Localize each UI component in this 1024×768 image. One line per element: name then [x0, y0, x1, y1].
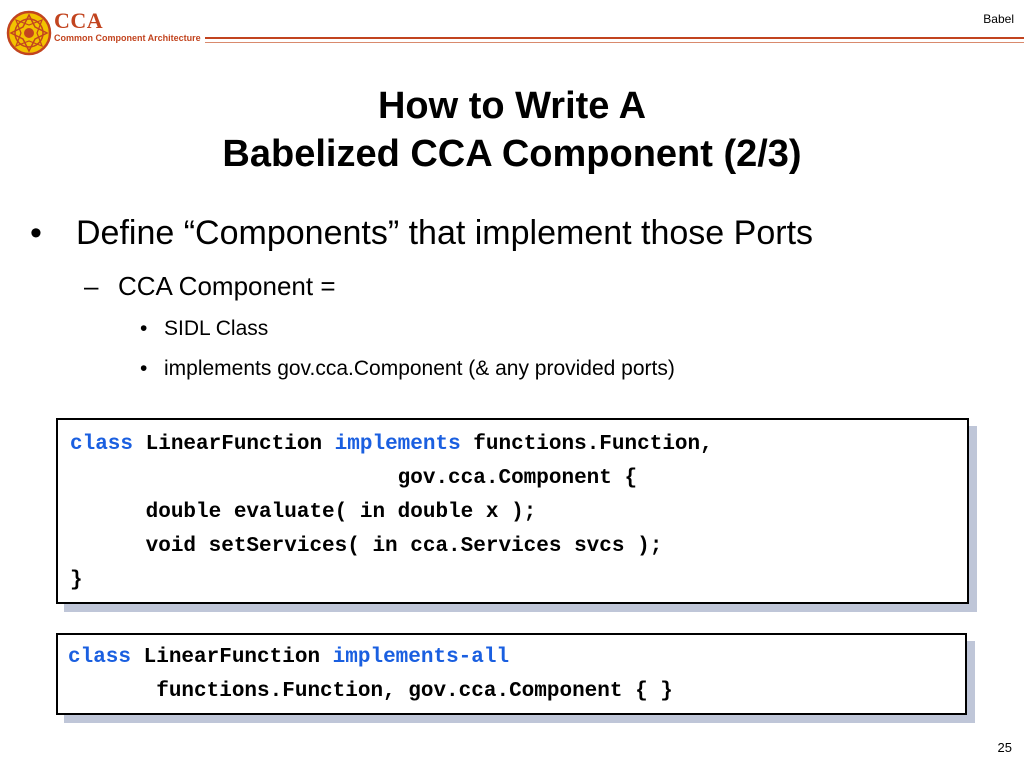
title-line-1: How to Write A [377, 85, 647, 127]
bullet-level-2 [84, 271, 336, 302]
cca-logo-icon [6, 10, 52, 56]
slide-title [0, 82, 1024, 178]
page-number: 25 [997, 740, 1012, 755]
bullet-text: implements gov.cca.Component (& any provided ports) [164, 357, 675, 380]
code-keyword: implements-all [332, 646, 510, 669]
code-line: functions.Function, gov.cca.Component { } [68, 680, 673, 703]
code-line: double evaluate( in double x ); [70, 501, 537, 524]
code-line: void setServices( in cca.Services svcs ); [70, 535, 663, 558]
code-keyword: class [68, 646, 132, 669]
header-rule [205, 37, 1024, 39]
title-line-2: Babelized CCA Component (2/3) [222, 133, 802, 175]
code-line: } [70, 569, 83, 592]
code-line [68, 641, 965, 675]
bullet-level-3 [140, 357, 675, 381]
code-keyword: class [70, 433, 134, 456]
bullet-mark: • [140, 317, 148, 340]
code-text: LinearFunction [133, 433, 335, 456]
logo-title: CCA [54, 8, 104, 33]
header-rule-thin [205, 42, 1024, 43]
logo-subtitle: Common Component Architecture [54, 33, 201, 43]
bullet-level-3 [140, 317, 268, 341]
bullet-text: CCA Component = [118, 271, 336, 301]
header-label: Babel [983, 12, 1014, 26]
dash-mark: – [84, 271, 99, 301]
bullet-text: SIDL Class [164, 317, 269, 340]
code-block-2 [56, 633, 967, 715]
bullet-level-1 [30, 214, 813, 253]
bullet-mark: • [30, 214, 42, 252]
code-block-1 [56, 418, 969, 604]
code-text: LinearFunction [131, 646, 333, 669]
bullet-text: Define “Components” that implement those Ports [76, 214, 814, 252]
bullet-mark: • [140, 357, 148, 380]
code-line: gov.cca.Component { [70, 467, 638, 490]
code-line [70, 428, 967, 462]
code-keyword: implements [334, 433, 461, 456]
code-text: functions.Function, [460, 433, 713, 456]
